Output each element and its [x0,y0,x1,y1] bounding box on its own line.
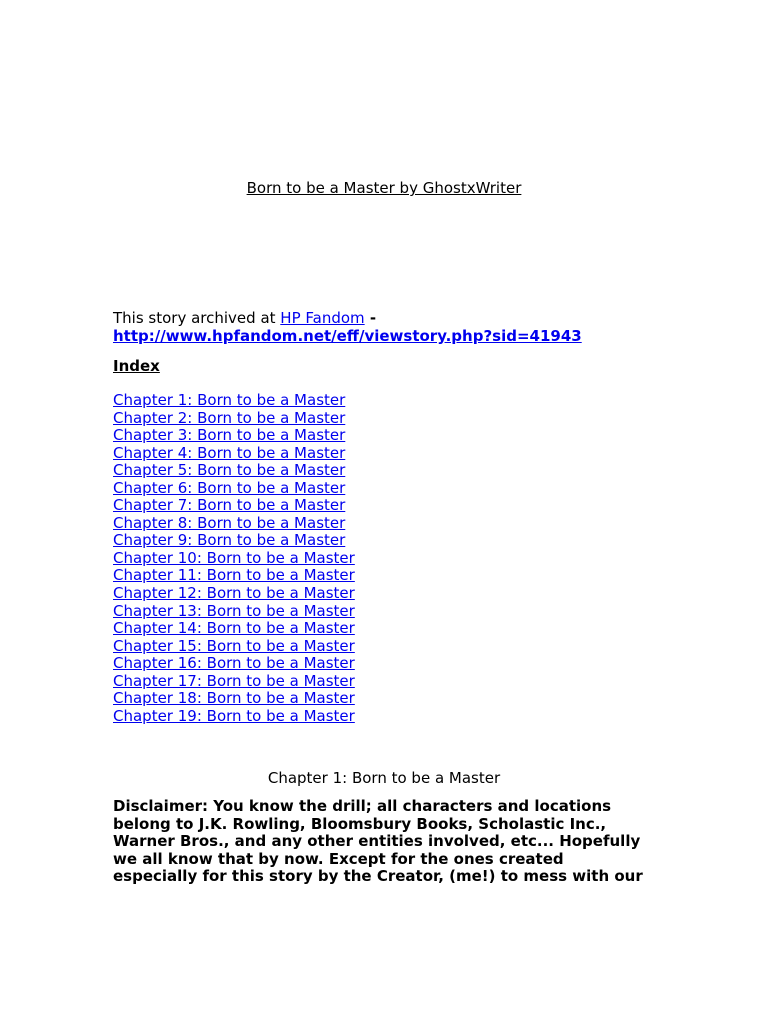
chapter-link[interactable]: Chapter 7: Born to be a Master [113,496,346,515]
list-item [113,550,355,568]
list-item [113,603,355,621]
archive-line-1 [113,309,582,327]
list-item [113,515,355,533]
list-item [113,532,355,550]
chapter-link[interactable]: Chapter 10: Born to be a Master [113,548,355,567]
list-item [113,708,355,726]
chapter-link[interactable]: Chapter 3: Born to be a Master [113,426,346,445]
disclaimer-line: we all know that by now. Except for the ones created [113,849,564,868]
chapter-link[interactable]: Chapter 2: Born to be a Master [113,408,346,427]
chapter-link[interactable]: Chapter 5: Born to be a Master [113,461,346,480]
chapter-link[interactable]: Chapter 1: Born to be a Master [113,391,346,409]
chapter-link[interactable]: Chapter 16: Born to be a Master [113,654,355,673]
disclaimer-line: especially for this story by the Creator, (me!) to mess with our [113,867,643,886]
list-item [113,655,355,673]
list-item [113,567,355,585]
archive-line-2 [113,327,582,345]
list-item [113,620,355,638]
disclaimer-text [113,798,658,886]
list-item [113,690,355,708]
chapter-index-list [113,392,355,725]
chapter-link[interactable]: Chapter 9: Born to be a Master [113,531,346,550]
list-item [113,497,355,515]
list-item [113,410,355,428]
archive-separator: - [364,309,377,327]
chapter-link[interactable]: Chapter 18: Born to be a Master [113,689,355,708]
list-item [113,392,355,410]
chapter-heading: Chapter 1: Born to be a Master [267,769,501,787]
chapter-link[interactable]: Chapter 14: Born to be a Master [113,619,355,638]
disclaimer-line: belong to J.K. Rowling, Bloomsbury Books, Scholastic Inc., [113,814,607,833]
archive-notice [113,309,582,345]
chapter-link[interactable]: Chapter 12: Born to be a Master [113,584,355,603]
list-item [113,480,355,498]
list-item [113,427,355,445]
chapter-link[interactable]: Chapter 4: Born to be a Master [113,443,346,462]
chapter-link[interactable]: Chapter 8: Born to be a Master [113,513,346,532]
hp-fandom-link[interactable]: HP Fandom [280,309,365,327]
chapter-link[interactable]: Chapter 6: Born to be a Master [113,478,346,497]
list-item [113,462,355,480]
list-item [113,445,355,463]
chapter-link[interactable]: Chapter 17: Born to be a Master [113,671,355,690]
chapter-link[interactable]: Chapter 11: Born to be a Master [113,566,355,585]
chapter-link[interactable]: Chapter 13: Born to be a Master [113,601,355,620]
index-heading: Index [113,357,160,375]
chapter-link[interactable]: Chapter 19: Born to be a Master [113,706,355,725]
disclaimer-line: Warner Bros., and any other entities involved, etc... Hopefully [113,832,641,851]
story-title: Born to be a Master by GhostxWriter [246,179,522,197]
archive-prefix: This story archived at [113,309,281,327]
list-item [113,638,355,656]
list-item [113,585,355,603]
story-url-link[interactable]: http://www.hpfandom.net/eff/viewstory.php?sid=41943 [113,327,582,345]
list-item [113,673,355,691]
disclaimer-line: Disclaimer: You know the drill; all characters and locations [113,797,612,815]
chapter-link[interactable]: Chapter 15: Born to be a Master [113,636,355,655]
